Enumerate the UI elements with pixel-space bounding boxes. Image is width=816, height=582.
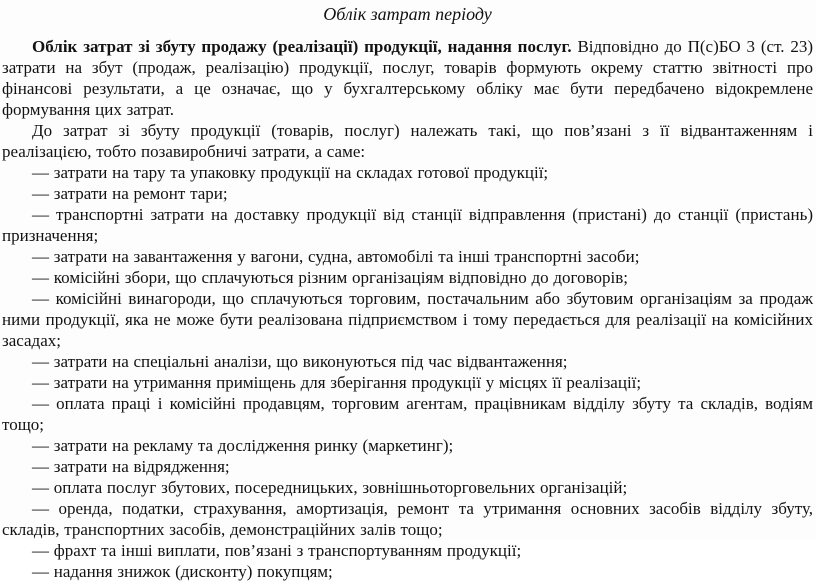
list-item-commission-rewards: — комісійні винагороди, що сплачуються торговим, постачальним або збутовим організаціям за продаж ними продукції, яка не може бути реалізована підприємством і тому передається для реалізації на комісійних засадах; (2, 289, 813, 350)
list-item-tare-repair: — затрати на ремонт тари; (32, 184, 228, 203)
list-item-discounts: — надання знижок (дисконту) покупцям; (32, 562, 333, 581)
list-item-advertising-marketing: — затрати на рекламу та дослідження ринку (маркетинг); (32, 436, 454, 455)
list-item-business-trips: — затрати на відрядження; (32, 457, 230, 476)
list-item-transport-delivery: — транспортні затрати на доставку продукції від станції відправлення (пристані) до станції (пристань) призначення; (2, 205, 813, 245)
lead-paragraph-body: Відповідно до П(с)БО 3 (ст. 23) затрати на збут (продаж, реалізацію) продукції, послуг, товарів формують окрему статтю звітності про фінансові результати, а це означає, що у бухгалтерському обліку має бути передбачено відокремлене формування цих затрат. (2, 37, 813, 119)
list-item-labor-payment: — оплата праці і комісійні продавцям, торговим агентам, працівникам відділу збуту та складів, водіям тощо; (2, 394, 813, 434)
list-item-freight: — фрахт та інші виплати, пов’язані з транспортуванням продукції; (32, 541, 522, 560)
list-item-tare-packing: — затрати на тару та упаковку продукції на складах готової продукції; (32, 163, 549, 182)
document-title: Облік затрат періоду (323, 4, 492, 24)
intro-paragraph: До затрат зі збуту продукції (товарів, послуг) належать такі, що пов’язані з її відвантаженням і реалізацією, тобто позавиробничі затрати, а саме: (2, 121, 813, 161)
list-item-intermediary-services: — оплата послуг збутових, посередницьких, зовнішньоторговельних організацій; (32, 478, 628, 497)
list-item-rent-taxes: — оренда, податки, страхування, амортизація, ремонт та утримання основних засобів відділу збуту, складів, транспортних засобів, демонстраційних залів тощо; (2, 499, 813, 539)
lead-paragraph (2, 36, 813, 120)
list-item-premises-maintenance: — затрати на утримання приміщень для зберігання продукції у місцях її реалізації; (32, 373, 642, 392)
list-item-special-analyses: — затрати на спеціальні аналізи, що виконуються під час відвантаження; (32, 352, 568, 371)
lead-paragraph-bold-heading: Облік затрат зі збуту продажу (реалізації) продукції, надання послуг. (32, 37, 572, 56)
list-item-loading: — затрати на завантаження у вагони, судна, автомобілі та інші транспортні засоби; (32, 247, 640, 266)
list-item-commission-fees: — комісійні збори, що сплачуються різним організаціям відповідно до договорів; (32, 268, 628, 287)
